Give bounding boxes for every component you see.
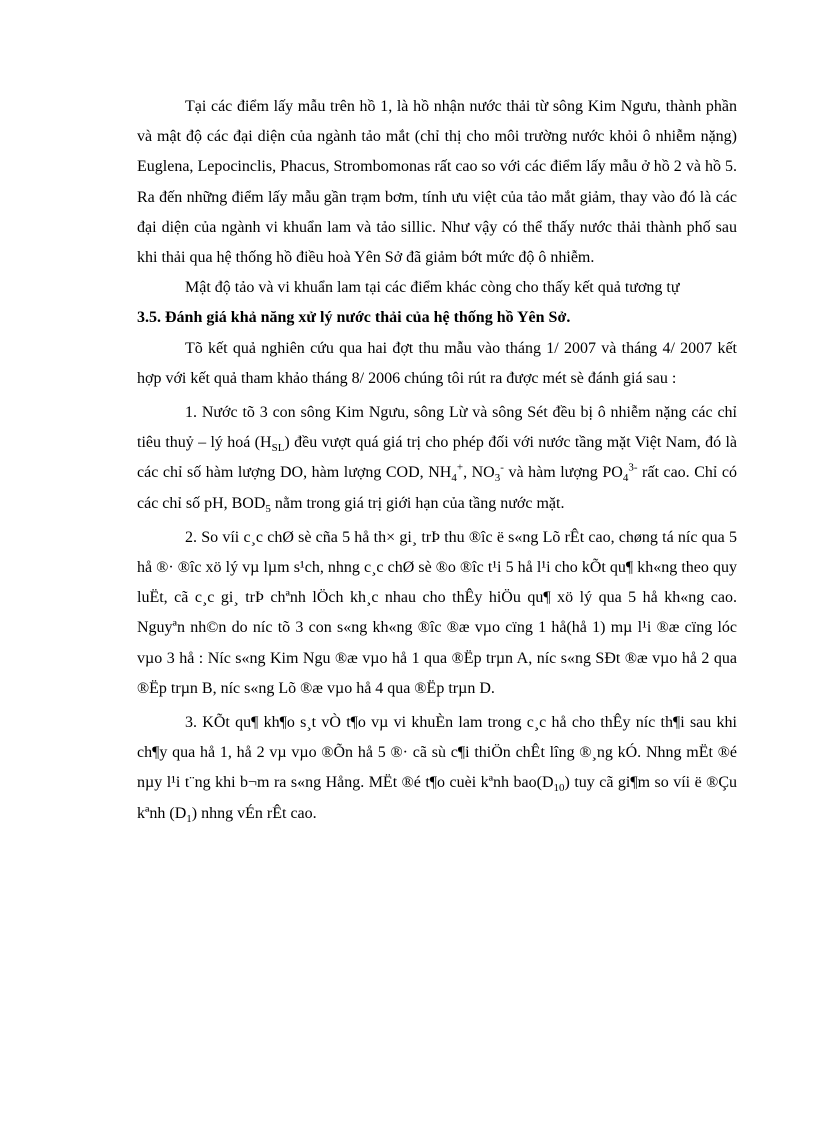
p6-text-1: 3. KÕt qu¶ kh¶o s¸t vÒ t¶o vµ vi khuÈn lam trong c¸c hå cho thÊy níc th¶i sau khi ch¶y qua hå 1, hå 2 vµ vµo ®Õn hå 5 ®· cã sù c¶i thiÖn chÊt lîng ®¸ng kÓ. Nhng mËt ®é nµy l¹i t¨ng khi b¬m ra s«ng Hång. MËt ®é t¶o cuèi kªnh bao(D <box>137 714 737 792</box>
document-page <box>137 92 737 829</box>
p4-sup-plus: + <box>456 462 464 475</box>
p4-sub-hsl: SL <box>271 442 285 455</box>
p4-sub-po4: 4 <box>622 472 629 485</box>
paragraph-4 <box>137 398 737 519</box>
paragraph-5: 2. So víi c¸c chØ sè cña 5 hå th× gi¸ trÞ thu ®îc ë s«ng Lõ rÊt cao, chøng tá níc qua 5 hå ®· ®îc xö lý vµ lµm s¹ch, nhng c¸c chØ sè ®o ®îc t¹i 5 hå l¹i cho kÕt qu¶ kh«ng theo quy luËt, cã c¸c gi¸ trÞ chªnh lÖch kh¸c nhau cho thÊy hiÖu qu¶ xö lý qua 5 hå kh«ng cao. Nguyªn nh©n do níc tõ 3 con s«ng kh«ng ®îc ®æ vµo cïng 1 hå(hå 1) mµ l¹i ®æ cïng lóc vµo 3 hå : Níc s«ng Kim Ngu ®æ vµo hå 1 qua ®Ëp trµn A, níc s«ng SÐt ®æ vµo hå 2 qua ®Ëp trµn B, níc s«ng Lõ ®æ vµo hå 4 qua ®Ëp trµn D. <box>137 528 737 697</box>
paragraph-1: Tại các điểm lấy mẫu trên hồ 1, là hồ nhận nước thải từ sông Kim Ngưu, thành phần và mật độ các đại diện của ngành tảo mắt (chỉ thị cho môi trường nước khỏi ô nhiễm nặng) Euglena, Lepocinclis, Phacus, Strombomonas rất cao so với các điểm lấy mẫu ở hồ 2 và hồ 5. Ra đến những điểm lấy mẫu gần trạm bơm, tính ưu việt của tảo mắt giảm, thay vào đó là các đại diện của ngành vi khuẩn lam và tảo sillic. Như vậy có thể thấy nước thải thành phố sau khi thải qua hệ thống hồ điều hoà Yên Sở đã giảm bớt mức độ ô nhiễm. <box>137 98 737 267</box>
p6-text-2: ) tuy cã gi¶m so víi ë ®Çu kªnh (D <box>137 774 737 822</box>
p4-sup-3minus: 3- <box>628 462 638 475</box>
p4-text-2: ) đều vượt quá giá trị cho phép đối với nước tầng mặt Việt Nam, đó là các chỉ số hàm lượng DO, hàm lượng COD, NH <box>137 434 737 482</box>
p4-text-6: nằm trong giá trị giới hạn của tầng nước mặt. <box>270 494 565 512</box>
p6-sub-d1: 1 <box>186 812 192 825</box>
p4-sub-bod5: 5 <box>265 502 271 515</box>
paragraph-2: Mật độ tảo và vi khuẩn lam tại các điểm khác còng cho thấy kết quả tương tự <box>185 279 680 297</box>
paragraph-6 <box>137 708 737 829</box>
p4-sup-minus: - <box>500 462 504 475</box>
p6-text-3: ) nhng vÉn rÊt cao. <box>191 804 317 822</box>
p4-text-3: , NO <box>463 464 495 482</box>
section-heading: 3.5. Đánh giá khả năng xử lý nước thải của hệ thống hồ Yên Sở. <box>137 309 571 327</box>
p4-text-5: rất cao. Chỉ có các chỉ số pH, BOD <box>137 464 738 512</box>
p4-sub-nh4: 4 <box>451 472 457 485</box>
p4-text-1: 1. Nước tõ 3 con sông Kim Ngưu, sông Lừ và sông Sét đều bị ô nhiễm nặng các chỉ tiêu thuỷ – lý hoá (H <box>137 404 737 452</box>
p6-sub-d10: 10 <box>553 782 565 795</box>
p4-text-4: và hàm lượng PO <box>503 464 623 482</box>
p4-sub-no3: 3 <box>494 472 501 485</box>
paragraph-3: Tõ kết quả nghiên cứu qua hai đợt thu mẫu vào tháng 1/ 2007 và tháng 4/ 2007 kết hợp với kết quả tham khảo tháng 8/ 2006 chúng tôi rút ra được mét sè đánh giá sau : <box>137 339 737 387</box>
